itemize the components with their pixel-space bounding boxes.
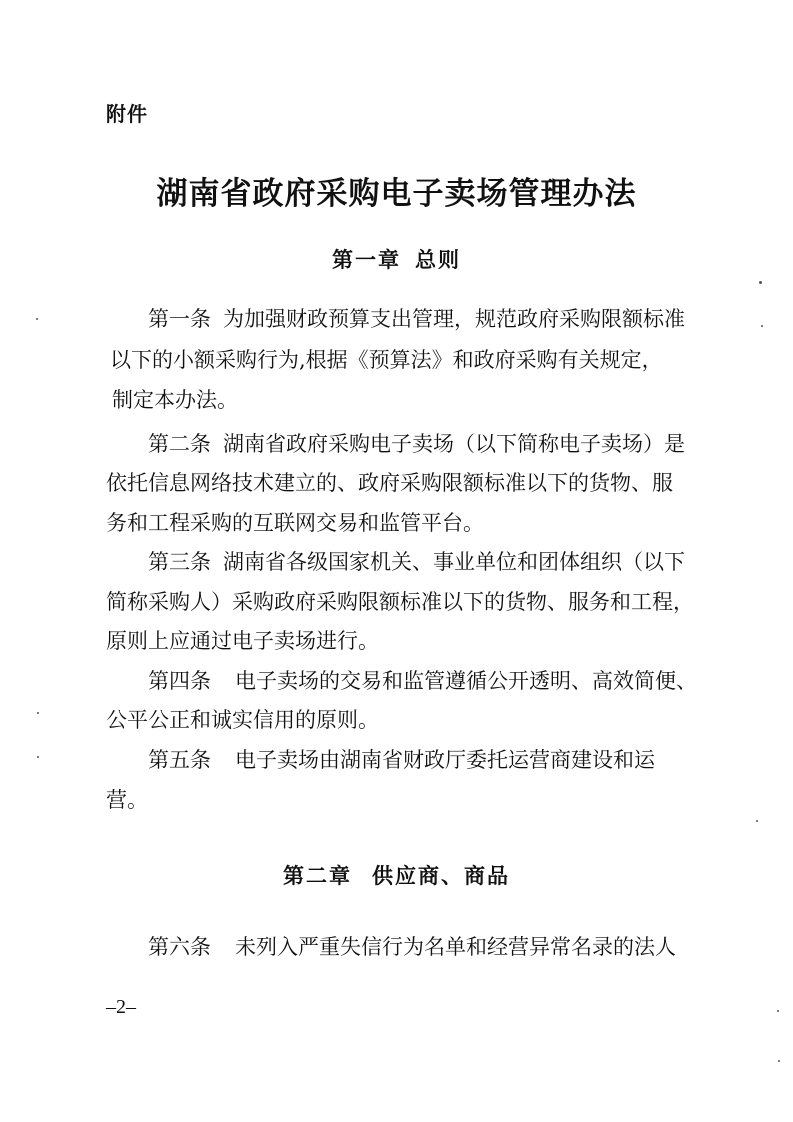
article-6-text-1: 未列入严重失信行为名单和经营异常名录的法人: [235, 935, 676, 959]
article-1-head: 第一条: [148, 307, 211, 331]
article-1-line-1: [148, 309, 685, 330]
chapter-1-heading: [0, 244, 793, 274]
article-1-line-2: 以下的小额采购行为,根据《预算法》和政府采购有关规定，: [110, 348, 663, 372]
chapter-1-number: 第一章: [332, 248, 401, 272]
chapter-2-name: 供应商、商品: [372, 864, 510, 888]
article-4-line-2: 公平公正和诚实信用的原则。: [106, 708, 379, 732]
chapter-2-heading: [0, 860, 793, 890]
attachment-label: 附件: [106, 102, 148, 126]
chapter-1-name: 总则: [415, 248, 461, 272]
scan-speck: [37, 712, 39, 714]
article-3-line-1: [148, 552, 685, 573]
article-1-line-3: 制定本办法。: [112, 388, 238, 412]
article-5-line-2: 营。: [106, 788, 148, 812]
document-title: 湖南省政府采购电子卖场管理办法: [156, 176, 637, 212]
article-1-text-1: 为加强财政预算支出管理，规范政府采购限额标准: [223, 307, 685, 331]
article-3-line-3: 原则上应通过电子卖场进行。: [106, 629, 379, 653]
article-5-text-1: 电子卖场由湖南省财政厅委托运营商建设和运: [235, 748, 655, 772]
article-2-line-2: 依托信息网络技术建立的、政府采购限额标准以下的货物、服: [106, 471, 673, 495]
article-2-line-3: 务和工程采购的互联网交易和监管平台。: [106, 511, 484, 535]
article-3-head: 第三条: [148, 550, 211, 574]
article-3-line-2: 简称采购人）采购政府采购限额标准以下的货物、服务和工程，: [106, 590, 694, 614]
article-5-line-1: [148, 750, 655, 771]
article-6-head: 第六条: [148, 935, 211, 959]
article-4-head: 第四条: [148, 669, 211, 693]
scan-speck: [756, 820, 758, 822]
page-number: –2–: [106, 996, 136, 1018]
article-2-head: 第二条: [148, 432, 211, 456]
scan-speck: [777, 1010, 779, 1012]
article-4-line-1: [148, 671, 697, 692]
article-6-line-1: [148, 937, 676, 958]
chapter-2-number: 第二章: [283, 864, 352, 888]
scan-speck: [778, 1060, 780, 1062]
scan-speck: [36, 318, 38, 320]
article-5-head: 第五条: [148, 748, 211, 772]
article-2-line-1: [148, 434, 685, 455]
scan-speck: [759, 281, 762, 284]
article-4-text-1: 电子卖场的交易和监管遵循公开透明、高效简便、: [235, 669, 697, 693]
article-2-text-1: 湖南省政府采购电子卖场（以下简称电子卖场）是: [223, 432, 685, 456]
scan-speck: [37, 756, 39, 758]
article-3-text-1: 湖南省各级国家机关、事业单位和团体组织（以下: [223, 550, 685, 574]
scan-speck: [761, 325, 763, 327]
